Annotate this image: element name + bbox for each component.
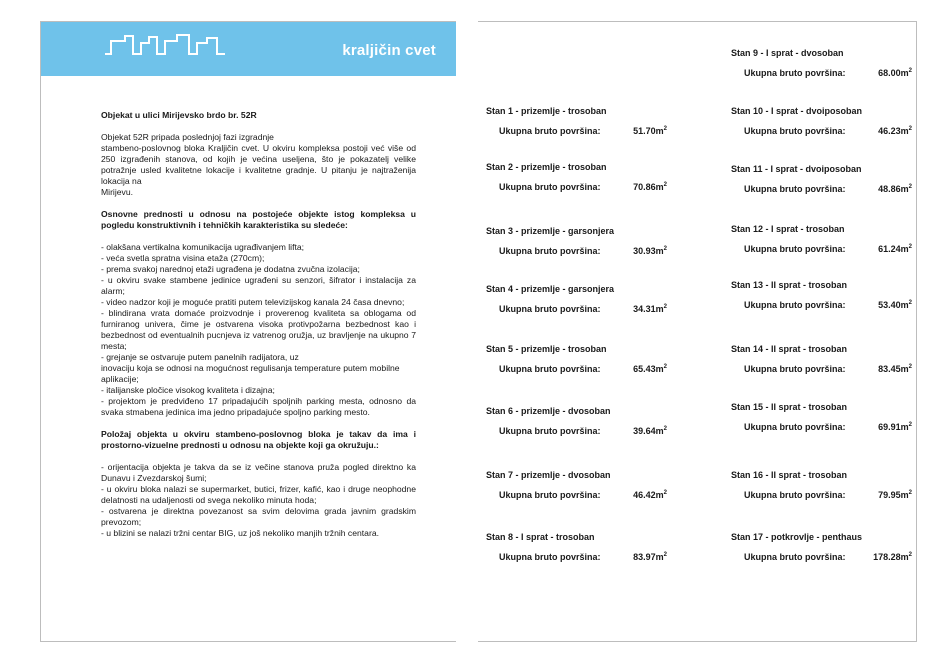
area-row <box>499 552 667 562</box>
area-value <box>878 244 912 254</box>
apartment-title: Stan 13 - II sprat - trosoban <box>731 280 848 290</box>
advantage-item: - italijanske pločice visokog kvaliteta i dizajna; <box>101 385 275 395</box>
area-row <box>744 552 912 562</box>
area-unit: m <box>655 426 664 436</box>
area-unit: m <box>900 364 909 374</box>
area-value <box>633 246 667 256</box>
area-unit-exponent: 2 <box>908 552 912 558</box>
area-row <box>499 426 667 436</box>
area-value <box>878 126 912 136</box>
area-number: 53.40 <box>878 300 901 310</box>
advantage-item: - veća svetla spratna visina etaža (270cm); <box>101 253 265 263</box>
area-number: 79.95 <box>878 490 901 500</box>
area-unit: m <box>900 552 909 562</box>
advantage-item: - grejanje se ostvaruje putem panelnih radijatora, uz <box>101 352 299 362</box>
area-label: Ukupna bruto površina: <box>499 552 601 562</box>
apartment-entry <box>731 402 912 432</box>
area-row <box>499 364 667 374</box>
area-unit-exponent: 2 <box>908 184 912 190</box>
area-number: 70.86 <box>633 182 656 192</box>
area-label: Ukupna bruto površina: <box>744 364 846 374</box>
location-heading: Položaj objekta u okviru stambeno-poslovnog bloka je takav da ima i prostorno-vizuelne prednosti u odnosu na objekte koji ga okružuju.: <box>101 429 416 450</box>
area-row <box>499 304 667 314</box>
area-row <box>744 184 912 194</box>
apartment-entry <box>731 106 912 136</box>
apartment-entry <box>731 470 912 500</box>
area-number: 46.23 <box>878 126 901 136</box>
area-number: 178.28 <box>873 552 901 562</box>
apartment-entry <box>731 532 912 562</box>
advantage-item: - video nadzor koji je moguće pratiti putem televizijskog kanala 24 časa dnevno; <box>101 297 405 307</box>
area-unit-exponent: 2 <box>663 552 667 558</box>
apartment-title: Stan 3 - prizemlje - garsonjera <box>486 226 615 236</box>
apartment-title: Stan 16 - II sprat - trosoban <box>731 470 848 480</box>
apartment-title: Stan 8 - I sprat - trosoban <box>486 532 595 542</box>
area-number: 83.97 <box>633 552 656 562</box>
house-outline-logo <box>105 33 225 55</box>
brand-header <box>41 22 456 76</box>
apartment-entry <box>731 224 912 254</box>
apartment-entry <box>731 280 912 310</box>
description-text <box>101 110 416 539</box>
area-value <box>633 490 667 500</box>
advantage-item: - olakšana vertikalna komunikacija ugrađivanjem lifta; <box>101 242 305 252</box>
area-label: Ukupna bruto površina: <box>499 304 601 314</box>
apartment-entry <box>486 162 667 192</box>
area-label: Ukupna bruto površina: <box>744 184 846 194</box>
area-unit: m <box>655 182 664 192</box>
area-value <box>878 300 912 310</box>
area-row <box>499 246 667 256</box>
advantage-item: - u okviru svake stambene jedinice ugrađeni su senzori, šifrator i instalacija za alarm; <box>101 275 416 296</box>
area-value <box>633 364 667 374</box>
area-row <box>499 126 667 136</box>
area-number: 83.45 <box>878 364 901 374</box>
area-unit-exponent: 2 <box>908 422 912 428</box>
apartment-title: Stan 4 - prizemlje - garsonjera <box>486 284 615 294</box>
apartment-title: Stan 12 - I sprat - trosoban <box>731 224 845 234</box>
area-unit-exponent: 2 <box>663 490 667 496</box>
area-number: 34.31 <box>633 304 656 314</box>
area-value <box>633 126 667 136</box>
area-row <box>744 68 912 78</box>
area-row <box>744 490 912 500</box>
area-value <box>878 422 912 432</box>
area-label: Ukupna bruto površina: <box>499 490 601 500</box>
area-number: 39.64 <box>633 426 656 436</box>
apartment-entry <box>731 344 912 374</box>
apartment-entry <box>486 106 667 136</box>
advantage-item: - blindirana vrata domaće proizvodnje i proverenog kvaliteta sa oblogama od furniranog univera, čime je ostvarena visoka protivpožarna bezbednost kao i bezbednost od eventualnih pucnjeva iz vatrenog oružja, uz bravljenje na ukupno 7 mesta; <box>101 308 416 351</box>
area-label: Ukupna bruto površina: <box>744 244 846 254</box>
area-unit-exponent: 2 <box>663 182 667 188</box>
area-unit: m <box>655 552 664 562</box>
area-unit: m <box>655 304 664 314</box>
apartment-title: Stan 14 - II sprat - trosoban <box>731 344 848 354</box>
brand-title: kraljičin cvet <box>342 42 436 59</box>
area-value <box>873 552 912 562</box>
area-unit-exponent: 2 <box>908 364 912 370</box>
area-unit: m <box>655 246 664 256</box>
area-label: Ukupna bruto površina: <box>499 182 601 192</box>
area-number: 46.42 <box>633 490 656 500</box>
area-value <box>878 68 912 78</box>
area-unit: m <box>900 244 909 254</box>
area-label: Ukupna bruto površina: <box>744 300 846 310</box>
intro-line: stambeno-poslovnog bloka Kraljičin cvet. U okviru kompleksa postoji već više od 250 izgrađenih stanova, od kojih je većina useljena, što je pokazatelj velike potražnje usled kvalitetne lokacije i kvalitetne gradnje. U pitanju je najtraženija lokacija na <box>101 143 416 186</box>
apartment-title: Stan 7 - prizemlje - dvosoban <box>486 470 611 480</box>
intro-line: Mirijevu. <box>101 187 133 197</box>
area-label: Ukupna bruto površina: <box>744 422 846 432</box>
area-value <box>633 182 667 192</box>
area-label: Ukupna bruto površina: <box>744 490 846 500</box>
right-page <box>478 21 917 642</box>
area-unit-exponent: 2 <box>663 364 667 370</box>
apartment-title: Stan 6 - prizemlje - dvosoban <box>486 406 611 416</box>
advantage-item: inovaciju koja se odnosi na mogućnost regulisanja temperature putem mobilne aplikacije; <box>101 363 400 384</box>
location-item: - ostvarena je direktna povezanost sa svim delovima grada javnim gradskim prevozom; <box>101 506 416 527</box>
area-value <box>878 490 912 500</box>
area-label: Ukupna bruto površina: <box>499 126 601 136</box>
area-value <box>633 552 667 562</box>
apartment-entry <box>486 470 667 500</box>
area-number: 68.00 <box>878 68 901 78</box>
area-row <box>499 182 667 192</box>
area-value <box>878 364 912 374</box>
area-value <box>633 426 667 436</box>
area-unit: m <box>900 126 909 136</box>
advantages-heading: Osnovne prednosti u odnosu na postojeće objekte istog kompleksa u pogledu konstruktivnih i tehničkih karakteristika su sledeće: <box>101 209 416 230</box>
apartment-title: Stan 2 - prizemlje - trosoban <box>486 162 607 172</box>
area-unit-exponent: 2 <box>908 68 912 74</box>
apartment-title: Stan 17 - potkrovlje - penthaus <box>731 532 863 542</box>
area-unit: m <box>900 422 909 432</box>
apartment-title: Stan 15 - II sprat - trosoban <box>731 402 848 412</box>
location-item: - orijentacija objekta je takva da se iz večine stanova pruža pogled direktno ka Dunavu i Zvezdarskoj šumi; <box>101 462 416 483</box>
area-unit-exponent: 2 <box>663 246 667 252</box>
apartment-entry <box>731 164 912 194</box>
area-label: Ukupna bruto površina: <box>499 246 601 256</box>
area-unit-exponent: 2 <box>663 304 667 310</box>
area-value <box>878 184 912 194</box>
area-number: 30.93 <box>633 246 656 256</box>
area-row <box>744 126 912 136</box>
area-unit: m <box>900 490 909 500</box>
area-unit: m <box>655 364 664 374</box>
area-row <box>744 300 912 310</box>
area-unit: m <box>900 300 909 310</box>
area-unit: m <box>900 68 909 78</box>
area-label: Ukupna bruto površina: <box>744 552 846 562</box>
area-row <box>744 422 912 432</box>
location-item: - u okviru bloka nalazi se supermarket, butici, frizer, kafić, kao i druge neophodne delatnosti na udaljenosti od svega nekoliko minuta hoda; <box>101 484 416 505</box>
area-number: 48.86 <box>878 184 901 194</box>
apartment-title: Stan 11 - I sprat - dvoiposoban <box>731 164 862 174</box>
area-number: 65.43 <box>633 364 656 374</box>
left-page <box>40 21 456 642</box>
area-label: Ukupna bruto površina: <box>499 426 601 436</box>
area-unit-exponent: 2 <box>663 426 667 432</box>
area-row <box>499 490 667 500</box>
area-unit: m <box>655 490 664 500</box>
area-unit: m <box>900 184 909 194</box>
apartment-title: Stan 5 - prizemlje - trosoban <box>486 344 607 354</box>
area-unit: m <box>655 126 664 136</box>
area-unit-exponent: 2 <box>908 126 912 132</box>
area-number: 61.24 <box>878 244 901 254</box>
advantage-item: - projektom je predviđeno 17 pripadajućih spoljnih parking mesta, odnosno da svaka stmabena jedinica ima jedno pripadajuće spoljno parking mesto. <box>101 396 416 417</box>
area-unit-exponent: 2 <box>908 300 912 306</box>
building-heading: Objekat u ulici Mirijevsko brdo br. 52R <box>101 110 257 120</box>
area-row <box>744 364 912 374</box>
apartment-entry <box>731 48 912 78</box>
area-label: Ukupna bruto površina: <box>744 126 846 136</box>
intro-line: Objekat 52R pripada poslednjoj fazi izgradnje <box>101 132 274 142</box>
apartment-entry <box>486 406 667 436</box>
area-label: Ukupna bruto površina: <box>499 364 601 374</box>
apartment-title: Stan 1 - prizemlje - trosoban <box>486 106 607 116</box>
area-label: Ukupna bruto površina: <box>744 68 846 78</box>
apartment-title: Stan 9 - I sprat - dvosoban <box>731 48 844 58</box>
apartment-entry <box>486 284 667 314</box>
area-unit-exponent: 2 <box>908 244 912 250</box>
area-row <box>744 244 912 254</box>
area-unit-exponent: 2 <box>908 490 912 496</box>
apartment-title: Stan 10 - I sprat - dvoiposoban <box>731 106 863 116</box>
area-unit-exponent: 2 <box>663 126 667 132</box>
apartment-entry <box>486 344 667 374</box>
apartment-entry <box>486 532 667 562</box>
location-item: - u blizini se nalazi tržni centar BIG, uz još nekoliko manjih tržnih centara. <box>101 528 379 538</box>
area-number: 69.91 <box>878 422 901 432</box>
area-value <box>633 304 667 314</box>
advantage-item: - prema svakoj narednoj etaži ugrađena je dodatna zvučna izolacija; <box>101 264 360 274</box>
apartment-entry <box>486 226 667 256</box>
area-number: 51.70 <box>633 126 656 136</box>
